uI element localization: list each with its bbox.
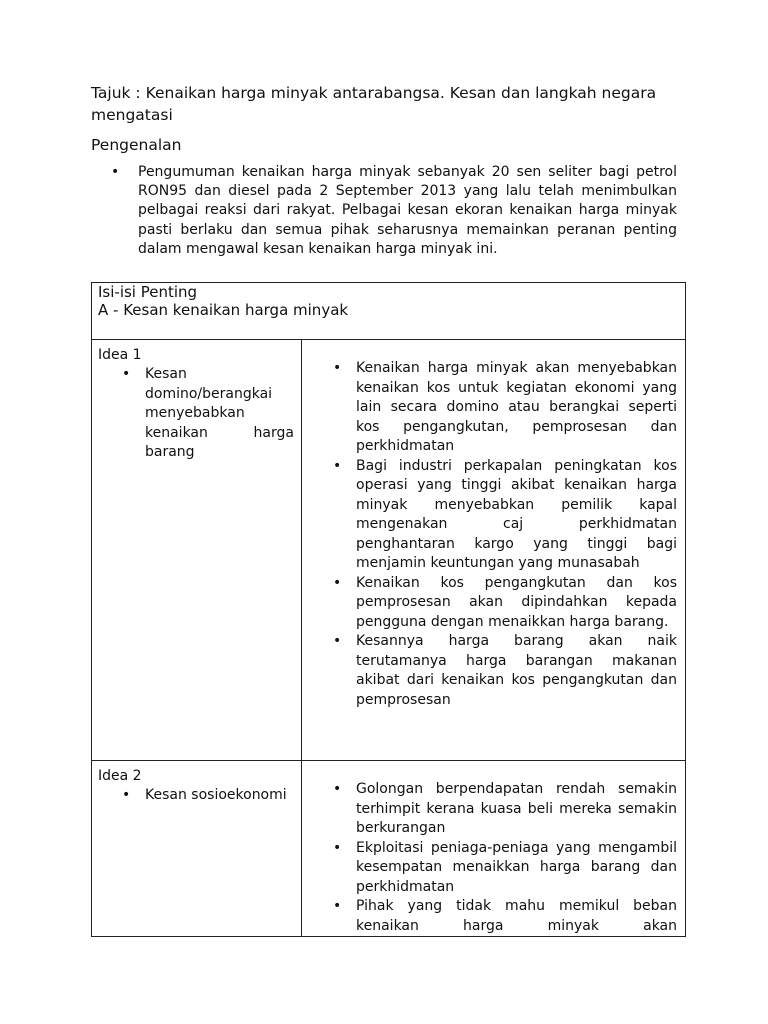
bullet-icon: • [333, 839, 342, 856]
detail-item [308, 780, 679, 839]
intro-heading: Pengenalan [91, 136, 182, 154]
bullet-icon: • [333, 457, 342, 474]
idea-cell [92, 761, 302, 937]
detail-item [308, 839, 679, 898]
detail-cell [302, 761, 686, 937]
bullet-icon: • [333, 360, 342, 376]
detail-text: Pihak yang tidak mahu memikul beban kenaikan harga minyak akan [356, 898, 678, 934]
detail-text: Kenaikan harga minyak akan menyebabkan kenaikan kos untuk kegiatan ekonomi yang lain secara domino atau berangkai seperti kos pengangkutan, pemprosesan dan perkhidmatan [356, 360, 678, 454]
bullet-icon: • [333, 898, 342, 914]
intro-paragraph-text: Pengumuman kenaikan harga minyak sebanyak 20 sen seliter bagi petrol RON95 dan diesel pada 2 September 2013 yang lalu telah menimbulkan pelbagai reaksi dari rakyat. Pelbagai kesan ekoran kenaikan harga minyak pasti berlaku dan semua pihak seharusnya memainkan peranan penting dalam mengawal kesan kenaikan harga minyak ini. [138, 164, 677, 257]
content-table [91, 282, 686, 937]
idea-point-text: Kesan sosioekonomi [145, 787, 287, 803]
idea-point-list [98, 786, 295, 806]
table-row [92, 340, 686, 761]
detail-item [308, 632, 679, 710]
detail-item [308, 574, 679, 633]
detail-cell [302, 340, 686, 761]
detail-text: Kesannya harga barang akan naik terutamanya harga barangan makanan akibat dari kenaikan kos pengangkutan dan pemprosesan [356, 633, 678, 708]
bullet-icon: • [333, 574, 342, 591]
detail-text: Golongan berpendapatan rendah semakin terhimpit kerana kuasa beli mereka semakin berkurangan [356, 781, 678, 836]
bullet-icon: • [111, 164, 120, 180]
table-header-row [92, 283, 686, 340]
idea-label: Idea 1 [98, 347, 142, 363]
bullet-icon: • [122, 787, 131, 803]
detail-text: Bagi industri perkapalan peningkatan kos operasi yang tinggi akibat kenaikan harga minyak menyebabkan pemilik kapal mengenakan caj perkhidmatan penghantaran kargo yang tinggi bagi menjamin keuntungan yang munasabah [356, 457, 678, 571]
idea-label: Idea 2 [98, 768, 142, 784]
idea-point [98, 786, 295, 806]
bullet-icon: • [333, 633, 342, 649]
detail-text: Kenaikan kos pengangkutan dan kos pemprosesan akan dipindahkan kepada pengguna dengan menaikkan harga barang. [356, 574, 678, 630]
idea-point [98, 365, 295, 463]
table-row [92, 761, 686, 937]
table-header-cell [92, 283, 686, 340]
idea-point-list [98, 365, 295, 463]
detail-list [308, 359, 679, 710]
section-title: A - Kesan kenaikan harga minyak [98, 301, 349, 319]
idea-cell [92, 340, 302, 761]
table-header: Isi-isi Penting [98, 283, 198, 301]
bullet-icon: • [122, 366, 131, 382]
detail-item [308, 897, 679, 936]
intro-paragraph [91, 163, 677, 259]
idea-point-text: Kesan domino/berangkai menyebabkan kenaikan harga barang [145, 366, 294, 460]
detail-item [308, 457, 679, 574]
intro-list [91, 163, 677, 259]
detail-text: Ekploitasi peniaga-peniaga yang mengambil kesempatan menaikkan harga barang dan perkhidmatan [356, 839, 678, 895]
detail-list [308, 780, 679, 936]
detail-item [308, 359, 679, 457]
document-title: Tajuk : Kenaikan harga minyak antarabangsa. Kesan dan langkah negara mengatasi [91, 84, 657, 124]
bullet-icon: • [333, 781, 342, 797]
